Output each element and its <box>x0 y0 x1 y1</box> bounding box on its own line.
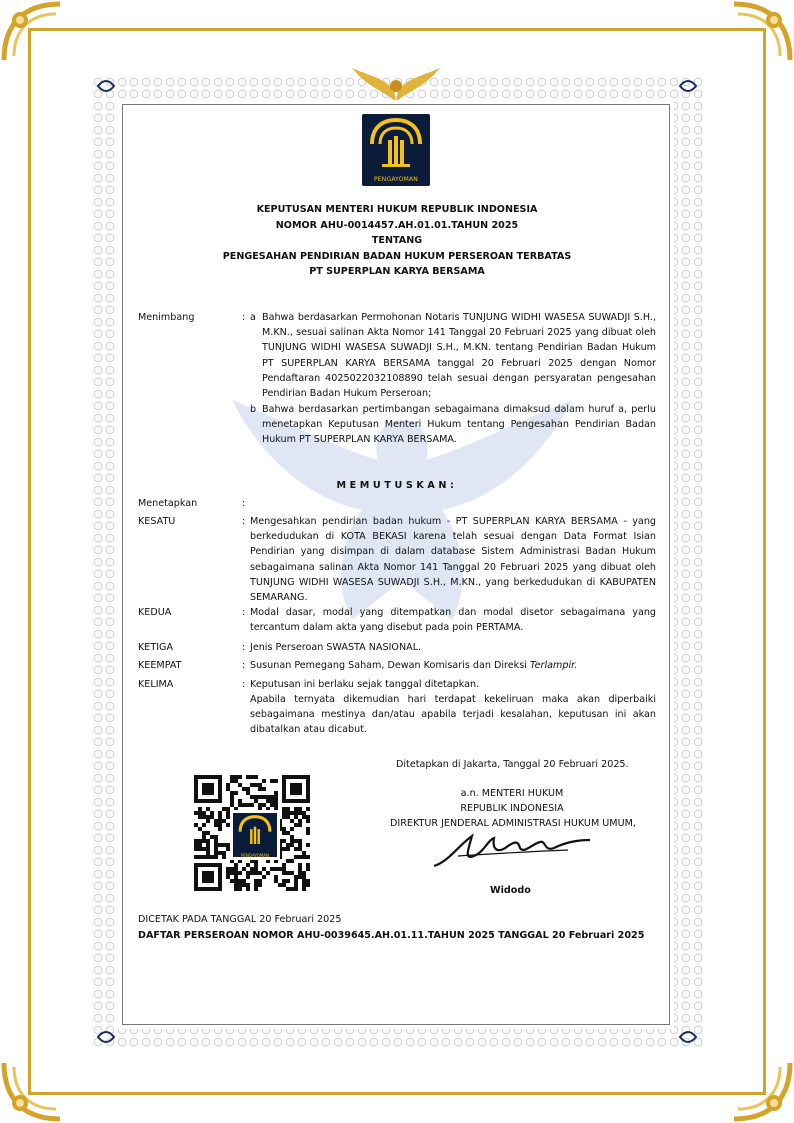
qr-module <box>250 795 254 799</box>
qr-module <box>206 851 210 855</box>
qr-module <box>290 819 294 823</box>
kesatu-label: KESATU <box>138 516 176 527</box>
qr-module <box>294 815 298 819</box>
qr-module <box>286 879 290 883</box>
qr-module <box>226 875 230 879</box>
qr-module <box>202 847 206 851</box>
qr-module <box>298 875 302 879</box>
menimbang-a-text: Bahwa berdasarkan Permohonan Notaris TUNJUNG WIDHI WASESA SUWADJI S.H., M.KN., sesuai salinan Akta Nomor 141 Tanggal 20 Februari 2025 yang dibuat oleh TUNJUNG WIDHI WASESA SUWADJI S.H., M.KN. tentang Pendirian Badan Hukum PT SUPERPLAN KARYA BERSAMA tanggal 20 Februari 2025 dengan Nomor Pendaftaran 4025022032108890 telah sesuai dengan persyaratan pengesahan Pendirian Badan Hukum Perseroan; <box>262 312 656 400</box>
qr-module <box>278 867 282 871</box>
menimbang-a-prefix: a <box>250 312 256 323</box>
qr-module <box>274 799 278 803</box>
qr-center-logo <box>230 810 280 860</box>
memutuskan-heading: MEMUTUSKAN: <box>336 480 458 491</box>
menetapkan-colon: : <box>242 498 246 509</box>
qr-module <box>254 795 258 799</box>
qr-module <box>302 879 306 883</box>
qr-module <box>238 775 242 779</box>
qr-module <box>246 875 250 879</box>
menimbang-colon: : <box>242 312 246 323</box>
qr-module <box>262 867 266 871</box>
qr-module <box>306 867 310 871</box>
qr-module <box>254 775 258 779</box>
qr-module <box>230 795 234 799</box>
qr-module <box>286 831 290 835</box>
qr-module <box>302 855 306 859</box>
qr-module <box>286 887 290 891</box>
qr-module <box>302 883 306 887</box>
qr-module <box>306 855 310 859</box>
qr-module <box>294 855 298 859</box>
qr-module <box>302 875 306 879</box>
qr-module <box>290 859 294 863</box>
qr-module <box>202 835 206 839</box>
kelima-text-2: Apabila ternyata dikemudian hari terdapat kekeliruan maka akan diperbaiki sebagaimana mestinya dan/atau apabila terjadi kesalahan, keputusan ini akan dibatalkan atau dicabut. <box>250 694 656 736</box>
qr-module <box>270 799 274 803</box>
qr-module <box>262 779 266 783</box>
ketiga-label: KETIGA <box>138 642 174 653</box>
corner-ornament-top-right <box>730 0 794 64</box>
qr-module <box>230 779 234 783</box>
qr-module <box>230 879 234 883</box>
menetapkan-row <box>138 496 658 512</box>
qr-logo-caption: PENGAYOMAN <box>240 853 269 858</box>
qr-module <box>294 807 298 811</box>
qr-module <box>246 775 250 779</box>
qr-module <box>294 879 298 883</box>
kedua-colon: : <box>242 607 246 618</box>
qr-module <box>286 859 290 863</box>
qr-module <box>258 783 262 787</box>
qr-module <box>258 879 262 883</box>
qr-module <box>234 887 238 891</box>
qr-module <box>246 863 250 867</box>
qr-module <box>282 815 286 819</box>
qr-module <box>302 887 306 891</box>
kesatu-colon: : <box>242 516 246 527</box>
qr-module <box>214 835 218 839</box>
qr-module <box>194 823 198 827</box>
qr-module <box>238 879 242 883</box>
qr-module <box>218 811 222 815</box>
menetapkan-label: Menetapkan <box>138 498 198 509</box>
qr-module <box>210 815 214 819</box>
ketiga-row <box>138 640 658 656</box>
qr-module <box>238 871 242 875</box>
qr-module <box>198 839 202 843</box>
qr-module <box>302 871 306 875</box>
qr-module <box>222 851 226 855</box>
qr-module <box>234 791 238 795</box>
qr-module <box>242 803 246 807</box>
qr-module <box>302 811 306 815</box>
qr-module <box>202 855 206 859</box>
qr-module <box>246 883 250 887</box>
qr-module <box>306 843 310 847</box>
qr-module <box>298 843 302 847</box>
qr-module <box>274 791 278 795</box>
qr-module <box>274 795 278 799</box>
qr-module <box>286 847 290 851</box>
qr-module <box>234 867 238 871</box>
qr-module <box>286 811 290 815</box>
qr-module <box>274 803 278 807</box>
qr-module <box>290 871 294 875</box>
qr-module <box>202 831 206 835</box>
qr-module <box>294 887 298 891</box>
flourish-icon-top-left <box>96 76 116 96</box>
qr-module <box>286 843 290 847</box>
qr-module <box>194 843 198 847</box>
qr-module <box>274 879 278 883</box>
signature-image <box>428 826 598 874</box>
qr-module <box>266 871 270 875</box>
qr-module <box>266 795 270 799</box>
keempat-row <box>138 658 658 674</box>
qr-module <box>258 787 262 791</box>
qr-module <box>234 871 238 875</box>
qr-module <box>214 851 218 855</box>
kesatu-text: Mengesahkan pendirian badan hukum - PT SUPERPLAN KARYA BERSAMA - yang berkedudukan di KOTA BEKASI karena telah sesuai dengan Data Format Isian Pendirian yang disimpan di dalam database Sistem Administrasi Badan Hukum sebagaimana salinan Akta Nomor 141 Tanggal 20 Februari 2025 yang dibuat oleh TUNJUNG WIDHI WASESA SUWADJI S.H., M.KN., yang berkedudukan di KABUPATEN SEMARANG. <box>250 516 656 604</box>
qr-module <box>270 795 274 799</box>
signatory-block <box>390 786 634 831</box>
qr-module <box>250 867 254 871</box>
qr-module <box>214 819 218 823</box>
qr-module <box>286 815 290 819</box>
kelima-colon: : <box>242 679 246 690</box>
qr-module <box>198 815 202 819</box>
qr-module <box>254 871 258 875</box>
qr-module <box>202 871 214 883</box>
qr-module <box>230 791 234 795</box>
qr-module <box>214 855 218 859</box>
qr-module <box>270 803 274 807</box>
qr-module <box>266 799 270 803</box>
keempat-text: Susunan Pemegang Saham, Dewan Komisaris dan Direksi <box>250 660 530 671</box>
signatory-line-1: a.n. MENTERI HUKUM <box>460 788 564 799</box>
kedua-row <box>138 605 658 637</box>
qr-module <box>222 855 226 859</box>
menimbang-b-text: Bahwa berdasarkan pertimbangan sebagaimana dimaksud dalam huruf a, perlu menetapkan Keputusan Menteri Hukum tentang Pengesahan Pendirian Badan Hukum PT SUPERPLAN KARYA BERSAMA. <box>262 404 656 446</box>
keempat-text-wrap <box>250 658 656 673</box>
qr-module <box>298 823 302 827</box>
qr-module <box>218 843 222 847</box>
qr-module <box>290 835 294 839</box>
qr-module <box>234 775 238 779</box>
qr-module <box>254 879 258 883</box>
qr-module <box>270 779 274 783</box>
qr-module <box>306 863 310 867</box>
qr-module <box>298 871 302 875</box>
qr-module <box>254 883 258 887</box>
qr-module <box>270 867 274 871</box>
qr-module <box>298 819 302 823</box>
signatory-line-3: DIREKTUR JENDERAL ADMINISTRASI HUKUM UMUM, <box>390 818 636 829</box>
ketiga-text: Jenis Perseroan SWASTA NASIONAL. <box>250 642 422 653</box>
qr-module <box>218 827 222 831</box>
qr-module <box>202 783 214 795</box>
qr-module <box>202 815 206 819</box>
qr-module <box>226 867 230 871</box>
qr-module <box>290 843 294 847</box>
qr-module <box>206 831 210 835</box>
qr-module <box>250 871 254 875</box>
kedua-text: Modal dasar, modal yang ditempatkan dan modal disetor sebagaimana yang tercantum dalam akta yang disebut pada poin PERTAMA. <box>250 607 656 634</box>
qr-module <box>254 887 258 891</box>
qr-module <box>234 875 238 879</box>
qr-module <box>226 871 230 875</box>
ketiga-colon: : <box>242 642 246 653</box>
kelima-text-1: Keputusan ini berlaku sejak tanggal ditetapkan. <box>250 679 480 690</box>
qr-module <box>194 811 198 815</box>
qr-module <box>258 871 262 875</box>
qr-module <box>294 823 298 827</box>
qr-module <box>286 807 290 811</box>
qr-module <box>282 839 286 843</box>
qr-module <box>198 847 202 851</box>
qr-module <box>230 803 234 807</box>
qr-module <box>206 819 210 823</box>
qr-module <box>254 799 258 803</box>
qr-module <box>238 803 242 807</box>
logo-caption: PENGAYOMAN <box>373 176 418 183</box>
qr-module <box>306 883 310 887</box>
qr-module <box>214 839 218 843</box>
qr-module <box>282 863 286 867</box>
qr-module <box>306 879 310 883</box>
qr-module <box>226 787 230 791</box>
qr-module <box>214 843 218 847</box>
heading-line-4: PENGESAHAN PENDIRIAN BADAN HUKUM PERSEROAN TERBATAS <box>222 250 572 262</box>
qr-module <box>286 871 290 875</box>
qr-module <box>238 783 242 787</box>
corner-ornament-bottom-right <box>730 1059 794 1123</box>
kedua-label: KEDUA <box>138 607 172 618</box>
qr-module <box>246 787 250 791</box>
qr-module <box>198 811 202 815</box>
decree-heading <box>130 202 664 280</box>
heading-line-1: KEPUTUSAN MENTERI HUKUM REPUBLIK INDONESIA <box>256 204 538 215</box>
qr-module <box>282 807 286 811</box>
kesatu-row <box>138 514 658 606</box>
qr-module <box>250 775 254 779</box>
qr-module <box>234 879 238 883</box>
qr-module <box>274 867 278 871</box>
qr-module <box>206 843 210 847</box>
qr-module <box>206 855 210 859</box>
flourish-icon-top-right <box>678 76 698 96</box>
qr-module <box>290 811 294 815</box>
qr-module <box>218 819 222 823</box>
qr-module <box>198 807 202 811</box>
qr-module <box>246 803 250 807</box>
keempat-text-italic: Terlampir. <box>529 660 578 671</box>
qr-module <box>306 819 310 823</box>
qr-module <box>194 855 198 859</box>
qr-module <box>206 807 210 811</box>
qr-module <box>206 847 210 851</box>
heading-line-3: TENTANG <box>371 235 423 246</box>
qr-module <box>294 847 298 851</box>
qr-module <box>230 775 234 779</box>
qr-module <box>238 887 242 891</box>
qr-module <box>238 883 242 887</box>
qr-module <box>274 779 278 783</box>
heading-line-2: NOMOR AHU-0014457.AH.01.01.TAHUN 2025 <box>275 219 519 231</box>
menimbang-b-prefix: b <box>250 404 257 415</box>
qr-module <box>222 819 226 823</box>
qr-module <box>298 855 302 859</box>
qr-module <box>242 883 246 887</box>
qr-module <box>214 847 218 851</box>
qr-module <box>262 803 266 807</box>
qr-module <box>262 795 266 799</box>
qr-module <box>294 839 298 843</box>
qr-module <box>294 811 298 815</box>
qr-module <box>246 791 250 795</box>
signatory-name: Widodo <box>490 885 531 896</box>
qr-module <box>254 867 258 871</box>
qr-module <box>282 847 286 851</box>
qr-module <box>210 835 214 839</box>
qr-module <box>258 803 262 807</box>
qr-module <box>198 843 202 847</box>
qr-module <box>306 827 310 831</box>
qr-module <box>198 855 202 859</box>
qr-module <box>282 811 286 815</box>
keempat-label: KEEMPAT <box>138 660 182 671</box>
qr-module <box>254 863 258 867</box>
menimbang-label: Menimbang <box>138 312 195 323</box>
qr-module <box>254 783 258 787</box>
qr-module <box>298 807 302 811</box>
qr-module <box>206 815 210 819</box>
qr-module <box>258 883 262 887</box>
qr-module <box>250 803 254 807</box>
qr-module <box>290 887 294 891</box>
flourish-icon-bottom-left <box>96 1027 116 1047</box>
qr-module <box>194 839 198 843</box>
qr-module <box>242 787 246 791</box>
qr-module <box>222 807 226 811</box>
qr-module <box>246 871 250 875</box>
qr-module <box>194 847 198 851</box>
qr-module <box>290 783 302 795</box>
qr-module <box>234 863 238 867</box>
qr-module <box>206 839 210 843</box>
qr-module <box>222 843 226 847</box>
qr-module <box>218 823 222 827</box>
qr-module <box>210 855 214 859</box>
ditetapkan-line: Ditetapkan di Jakarta, Tanggal 20 Februari 2025. <box>396 759 629 770</box>
qr-module <box>218 851 222 855</box>
qr-module <box>262 787 266 791</box>
qr-module <box>210 811 214 815</box>
qr-module <box>214 823 218 827</box>
qr-module <box>282 827 286 831</box>
pengayoman-tree-icon <box>362 114 430 172</box>
kelima-label: KELIMA <box>138 679 174 690</box>
qr-module <box>294 883 298 887</box>
qr-module <box>198 827 202 831</box>
qr-module <box>282 867 286 871</box>
kelima-row <box>138 677 658 741</box>
qr-module <box>202 823 206 827</box>
qr-module <box>306 815 310 819</box>
qr-module <box>298 839 302 843</box>
qr-module <box>234 883 238 887</box>
qr-module <box>298 867 302 871</box>
qr-module <box>226 783 230 787</box>
qr-module <box>290 827 294 831</box>
corner-ornament-top-left <box>0 0 64 64</box>
qr-module <box>234 779 238 783</box>
qr-module <box>298 811 302 815</box>
register-number: DAFTAR PERSEROAN NOMOR AHU-0039645.AH.01.11.TAHUN 2025 TANGGAL 20 Februari 2025 <box>138 930 645 941</box>
qr-module <box>262 875 266 879</box>
qr-module <box>282 831 286 835</box>
qr-module <box>246 887 250 891</box>
qr-module <box>202 839 206 843</box>
menimbang-section <box>138 310 658 450</box>
qr-module <box>258 795 262 799</box>
qr-module <box>274 875 278 879</box>
qr-module <box>250 783 254 787</box>
heading-line-5: PT SUPERPLAN KARYA BERSAMA <box>309 266 485 277</box>
qr-module <box>230 871 234 875</box>
qr-module <box>202 811 206 815</box>
qr-module <box>290 839 294 843</box>
pengayoman-logo <box>362 114 430 186</box>
qr-module <box>302 851 306 855</box>
qr-module <box>282 883 286 887</box>
qr-module <box>218 815 222 819</box>
qr-module <box>242 867 246 871</box>
qr-pengayoman-icon <box>233 813 277 849</box>
corner-ornament-bottom-left <box>0 1059 64 1123</box>
qr-module <box>298 847 302 851</box>
qr-module <box>238 799 242 803</box>
qr-module <box>282 879 286 883</box>
qr-module <box>278 883 282 887</box>
qr-module <box>242 879 246 883</box>
garuda-emblem-icon <box>346 62 446 106</box>
qr-module <box>298 863 302 867</box>
qr-module <box>302 815 306 819</box>
qr-module <box>230 867 234 871</box>
qr-module <box>282 871 286 875</box>
flourish-icon-bottom-right <box>678 1027 698 1047</box>
qr-module <box>294 875 298 879</box>
keempat-colon: : <box>242 660 246 671</box>
qr-module <box>306 831 310 835</box>
signatory-line-2: REPUBLIK INDONESIA <box>460 803 564 814</box>
qr-module <box>306 807 310 811</box>
qr-module <box>230 799 234 803</box>
printed-date: DICETAK PADA TANGGAL 20 Februari 2025 <box>138 914 342 925</box>
